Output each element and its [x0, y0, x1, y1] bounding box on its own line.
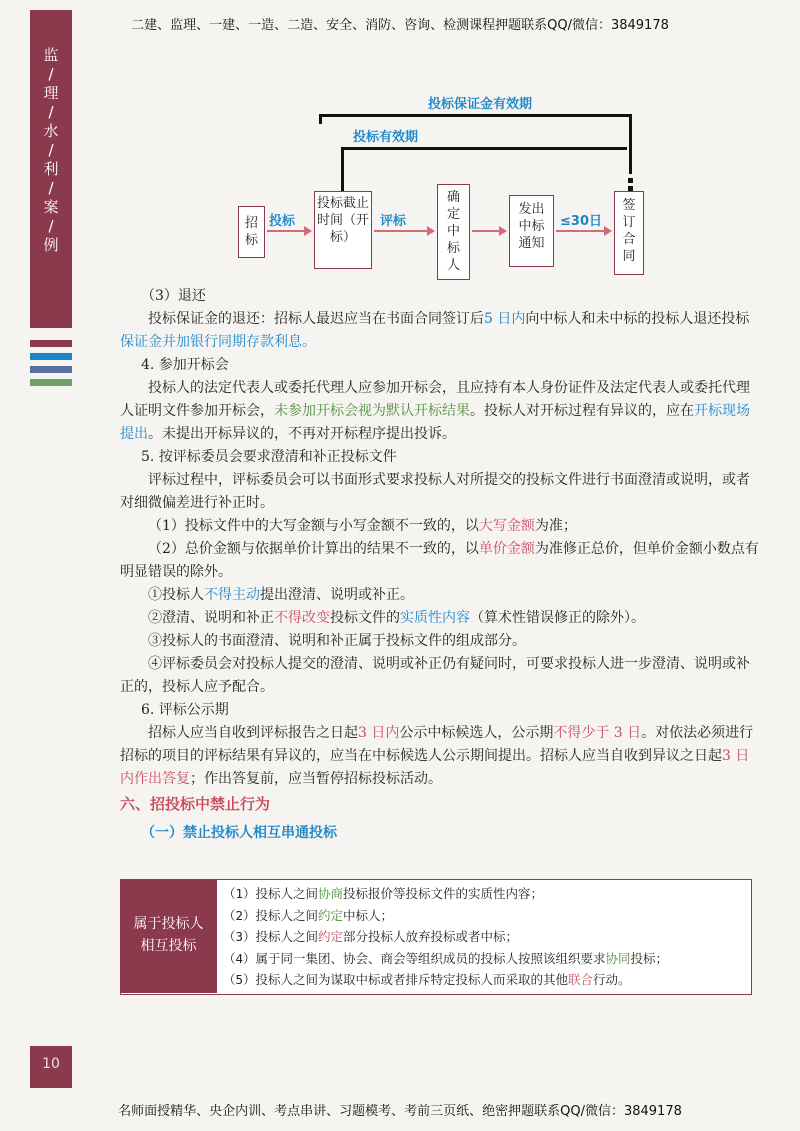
s5-item-3: ①投标人不得主动提出澄清、说明或补正。: [148, 587, 414, 603]
bid-validity-label: 投标有效期: [353, 130, 419, 145]
sidebar-stripe: [30, 366, 72, 373]
arrow-days: [556, 230, 605, 232]
sidebar-title: 监 / 理 / 水 / 利 / 案 / 例: [43, 46, 59, 254]
s4-title: 4. 参加开标会: [141, 357, 229, 373]
flow-box-winner: 确定中标人: [437, 184, 470, 280]
content: [120, 285, 760, 845]
dot: [628, 178, 633, 183]
s3-paragraph: 投标保证金的退还：招标人最迟应当在书面合同签订后5 日内向中标人和未中标的投标人退还投标保证金并加银行同期存款利息。: [120, 311, 750, 350]
page-number-box: [30, 1046, 72, 1088]
arrow-evaluate: [374, 230, 428, 232]
s5-item-5: ③投标人的书面澄清、说明和补正属于投标文件的组成部分。: [148, 633, 526, 649]
arrow-label-days: ≤30日: [560, 214, 602, 229]
arrow-label-bid: 投标: [269, 214, 296, 229]
s3-title: （3）退还: [141, 288, 206, 304]
bid-validity-line: [341, 147, 344, 191]
s6-title: 6. 评标公示期: [141, 702, 229, 718]
s5-item-4: ②澄清、说明和补正不得改变投标文件的实质性内容（算术性错误修正的除外）。: [148, 610, 645, 626]
table-row: （4）属于同一集团、协会、商会等组织成员的投标人按照该组织要求协同投标；: [223, 950, 669, 966]
table-left-label: 属于投标人 相互投标: [121, 880, 216, 993]
table-row: （1）投标人之间协商投标报价等投标文件的实质性内容；: [223, 886, 544, 901]
arrow-label-evaluate: 评标: [380, 214, 407, 229]
arrow-winner: [472, 230, 500, 232]
table-row: （5）投标人之间为谋取中标或者排斥特定投标人而采取的其他联合行动。: [223, 972, 631, 987]
header-note: 二建、监理、一建、一造、二造、安全、消防、咨询、检测课程押题联系QQ/微信：3849178: [131, 18, 669, 33]
sidebar-stripe: [30, 379, 72, 386]
section-six-heading: 六、招投标中禁止行为: [120, 795, 271, 813]
flow-box-deadline: 投标截止时间（开标）: [314, 191, 372, 269]
bond-validity-label: 投标保证金有效期: [428, 97, 533, 112]
s5-paragraph: 评标过程中，评标委员会可以书面形式要求投标人对所提交的投标文件进行书面澄清或说明，或者对细微偏差进行补正时。: [120, 472, 750, 511]
s5-item-2: （2）总价金额与依据单价计算出的结果不一致的，以单价金额为准修正总价，但单价金额小数点有明显错误的除外。: [120, 541, 759, 580]
bond-validity-line: [319, 114, 322, 124]
bid-validity-line: [341, 147, 627, 150]
s5-item-6: ④评标委员会对投标人提交的澄清、说明或补正仍有疑问时，可要求投标人进一步澄清、说明或补正的，投标人应予配合。: [120, 656, 750, 695]
bond-validity-line: [629, 114, 632, 174]
sidebar-tab: [30, 10, 72, 328]
page-number: 10: [42, 1056, 60, 1072]
sidebar-stripe: [30, 353, 72, 360]
table-row: （2）投标人之间约定中标人；: [223, 907, 394, 923]
table-rows: [216, 880, 750, 993]
section-six-subheading: （一）禁止投标人相互串通投标: [141, 825, 337, 841]
collusion-table: [120, 879, 752, 995]
footer-note: 名师面授精华、央企内训、考点串讲、习题模考、考前三页纸、绝密押题联系QQ/微信：3849178: [118, 1104, 682, 1119]
flow-box-invite: 招标: [238, 206, 265, 258]
flow-box-notice: 发出中标通知: [509, 195, 554, 267]
flow-box-contract: 签订合同: [614, 191, 644, 275]
s6-paragraph: 招标人应当自收到评标报告之日起3 日内公示中标候选人，公示期不得少于 3 日。对依法必须进行招标的项目的评标结果有异议的，应当在中标候选人公示期间提出。招标人应当自收到异议之日起3 日内作出答复；作出答复前，应当暂停招标投标活动。: [120, 725, 754, 787]
table-row: （3）投标人之间约定部分投标人放弃投标或者中标；: [223, 929, 519, 944]
sidebar-stripe: [30, 340, 72, 347]
s5-title: 5. 按评标委员会要求澄清和补正投标文件: [141, 449, 397, 465]
arrow-bid: [267, 230, 305, 232]
bond-validity-line: [319, 114, 632, 117]
s4-paragraph: 投标人的法定代表人或委托代理人应参加开标会，且应持有本人身份证件及法定代表人或委托代理人证明文件参加开标会，未参加开标会视为默认开标结果。投标人对开标过程有异议的，应在开标现场提出。未提出开标异议的，不再对开标程序提出投诉。: [120, 380, 750, 442]
s5-item-1: （1）投标文件中的大写金额与小写金额不一致的，以大写金额为准；: [148, 518, 577, 534]
